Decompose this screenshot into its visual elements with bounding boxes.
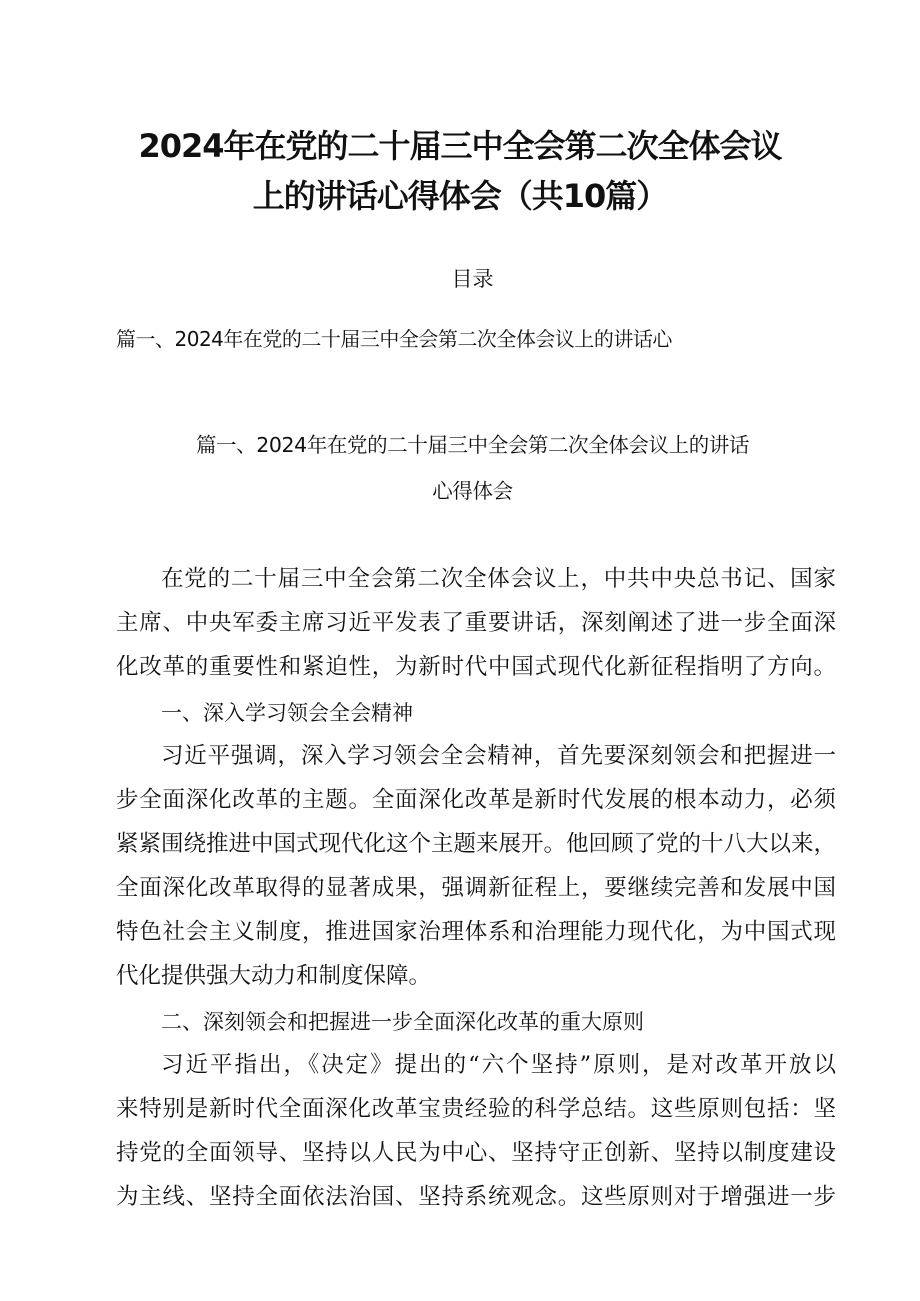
paragraph-line: 紧紧围绕推进中国式现代化这个主题来展开。他回顾了党的十八大以来，	[116, 831, 837, 857]
paragraph-line: 在党的二十届三中全会第二次全体会议上，中共中央总书记、国家	[161, 566, 836, 592]
section-title-line-2: 心得体会	[432, 479, 513, 503]
paragraph-line: 步全面深化改革的主题。全面深化改革是新时代发展的根本动力，必须	[116, 787, 836, 813]
section-title-line-1: 篇一、2024年在党的二十届三中全会第二次全体会议上的讲话	[195, 433, 750, 457]
subheading-1: 一、深入学习领会全会精神	[161, 701, 413, 725]
paragraph-line: 持党的全面领导、坚持以人民为中心、坚持守正创新、坚持以制度建设	[116, 1140, 836, 1166]
document-title-line-2: 上的讲话心得体会（共10篇）	[252, 177, 668, 215]
paragraph-line: 化改革的重要性和紧迫性，为新时代中国式现代化新征程指明了方向。	[116, 654, 836, 680]
subheading-2: 二、深刻领会和把握进一步全面深化改革的重大原则	[161, 1010, 644, 1034]
paragraph-line: 全面深化改革取得的显著成果，强调新征程上，要继续完善和发展中国	[116, 875, 836, 901]
toc-item[interactable]: 篇一、2024年在党的二十届三中全会第二次全体会议上的讲话心	[116, 327, 672, 351]
paragraph-line: 来特别是新时代全面深化改革宝贵经验的科学总结。这些原则包括：坚	[116, 1096, 836, 1122]
paragraph-line: 特色社会主义制度，推进国家治理体系和治理能力现代化，为中国式现	[116, 919, 836, 945]
paragraph-line: 代化提供强大动力和制度保障。	[116, 963, 432, 989]
paragraph-line: 主席、中央军委主席习近平发表了重要讲话，深刻阐述了进一步全面深	[116, 610, 836, 636]
paragraph-line: 为主线、坚持全面依法治国、坚持系统观念。这些原则对于增强进一步	[116, 1184, 836, 1210]
document-title-line-1: 2024年在党的二十届三中全会第二次全体会议	[138, 127, 782, 165]
paragraph-line: 习近平强调，深入学习领会全会精神，首先要深刻领会和把握进一	[161, 743, 836, 769]
toc-heading: 目录	[451, 267, 494, 291]
paragraph-line: 习近平指出，《决定》提出的“六个坚持”原则，是对改革开放以	[161, 1052, 836, 1078]
